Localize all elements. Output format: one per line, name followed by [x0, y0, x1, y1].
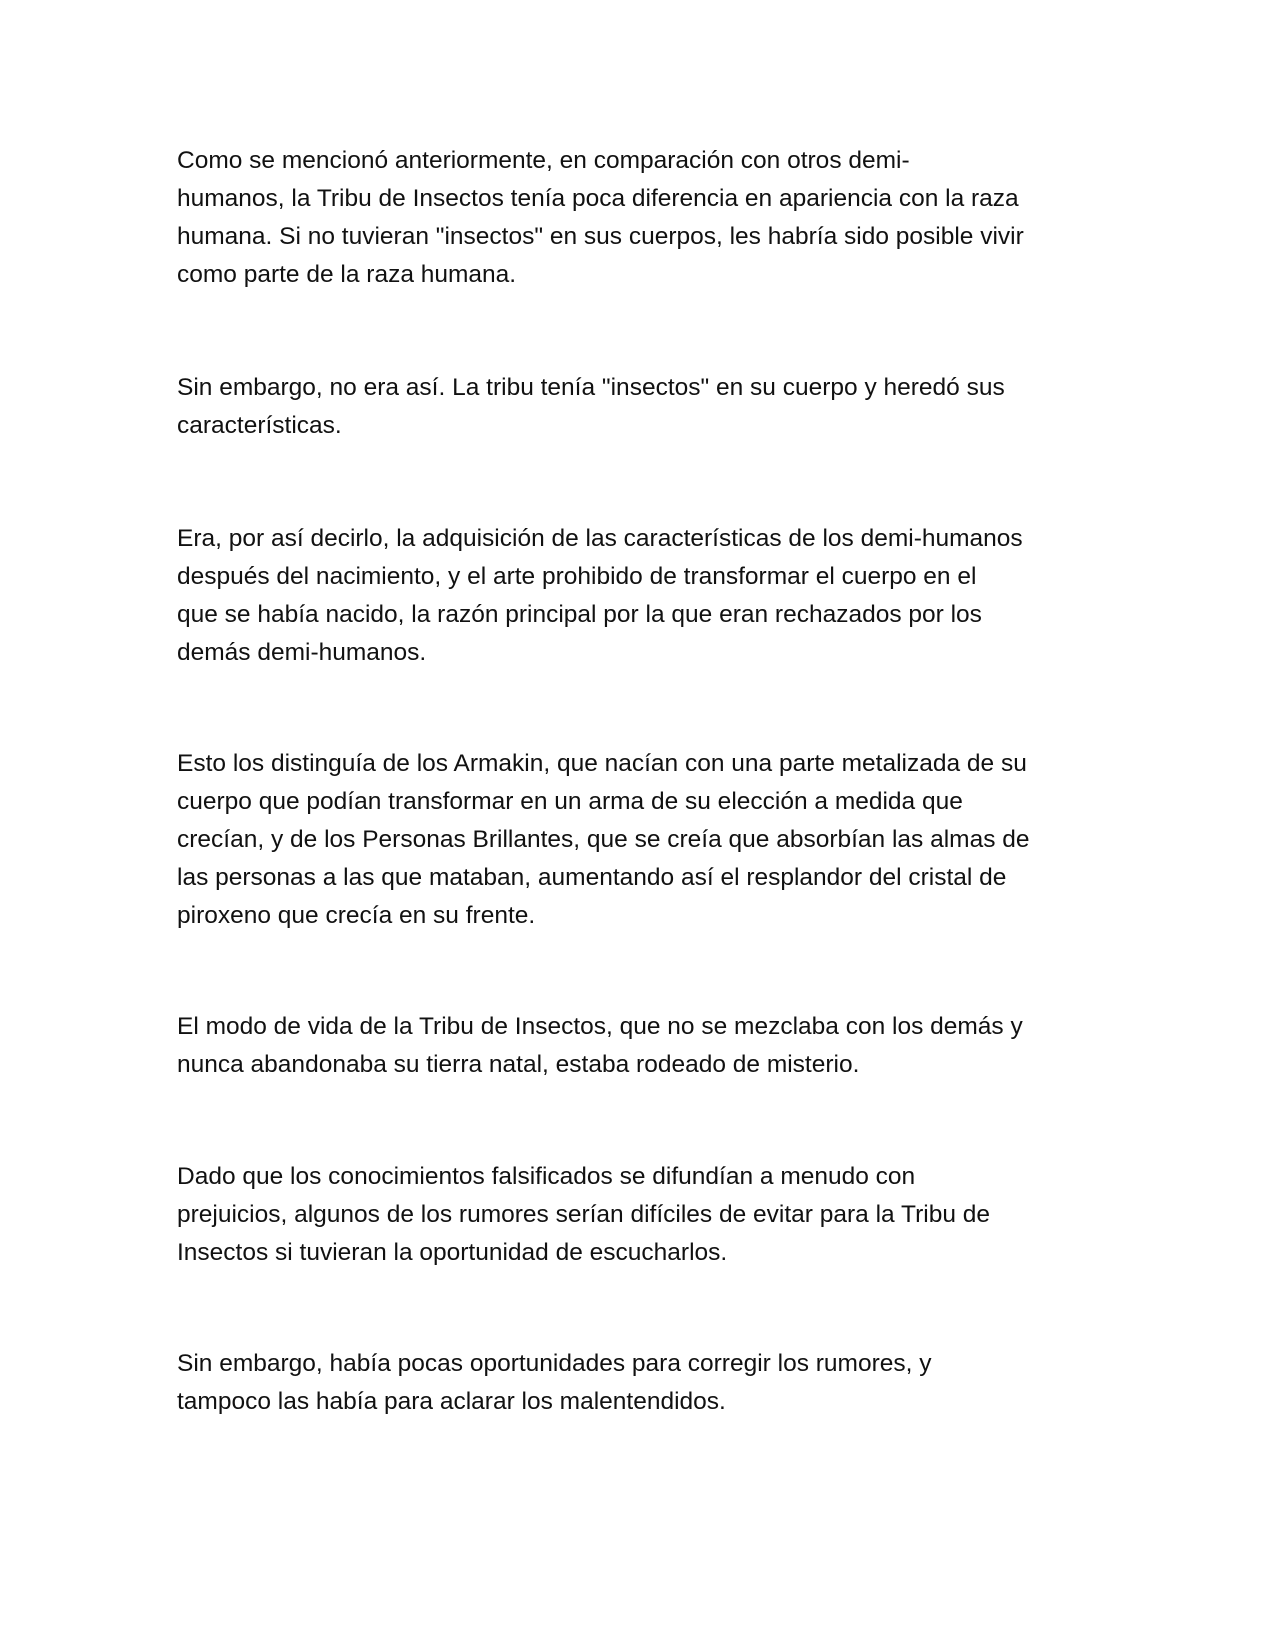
paragraph-3: Era, por así decirlo, la adquisición de las características de los demi-humanos después del nacimiento, y el arte prohibido de transformar el cuerpo en el que se había nacido, la razón principal por la que eran rechazados por los demás demi-humanos. — [177, 525, 1023, 666]
paragraph-4: Esto los distinguía de los Armakin, que nacían con una parte metalizada de su cuerpo que podían transformar en un arma de su elección a medida que crecían, y de los Personas Brillantes, que se creía que absorbían las almas de las personas a las que mataban, aumentando así el resplandor del cristal de piroxeno que crecía en su frente. — [177, 750, 1030, 929]
paragraph-7: Sin embargo, había pocas oportunidades para corregir los rumores, y tampoco las había para aclarar los malentendidos. — [177, 1350, 932, 1415]
paragraph-6: Dado que los conocimientos falsificados se difundían a menudo con prejuicios, algunos de los rumores serían difíciles de evitar para la Tribu de Insectos si tuvieran la oportunidad de escucharlos. — [177, 1163, 990, 1266]
paragraph-2: Sin embargo, no era así. La tribu tenía "insectos" en su cuerpo y heredó sus características. — [177, 374, 1005, 439]
paragraph-1: Como se mencionó anteriormente, en comparación con otros demi- humanos, la Tribu de Insectos tenía poca diferencia en apariencia con la raza humana. Si no tuvieran "insectos" en sus cuerpos, les habría sido posible vivir como parte de la raza humana. — [177, 147, 1024, 288]
paragraph-5: El modo de vida de la Tribu de Insectos, que no se mezclaba con los demás y nunca abandonaba su tierra natal, estaba rodeado de misterio. — [177, 1013, 1023, 1078]
